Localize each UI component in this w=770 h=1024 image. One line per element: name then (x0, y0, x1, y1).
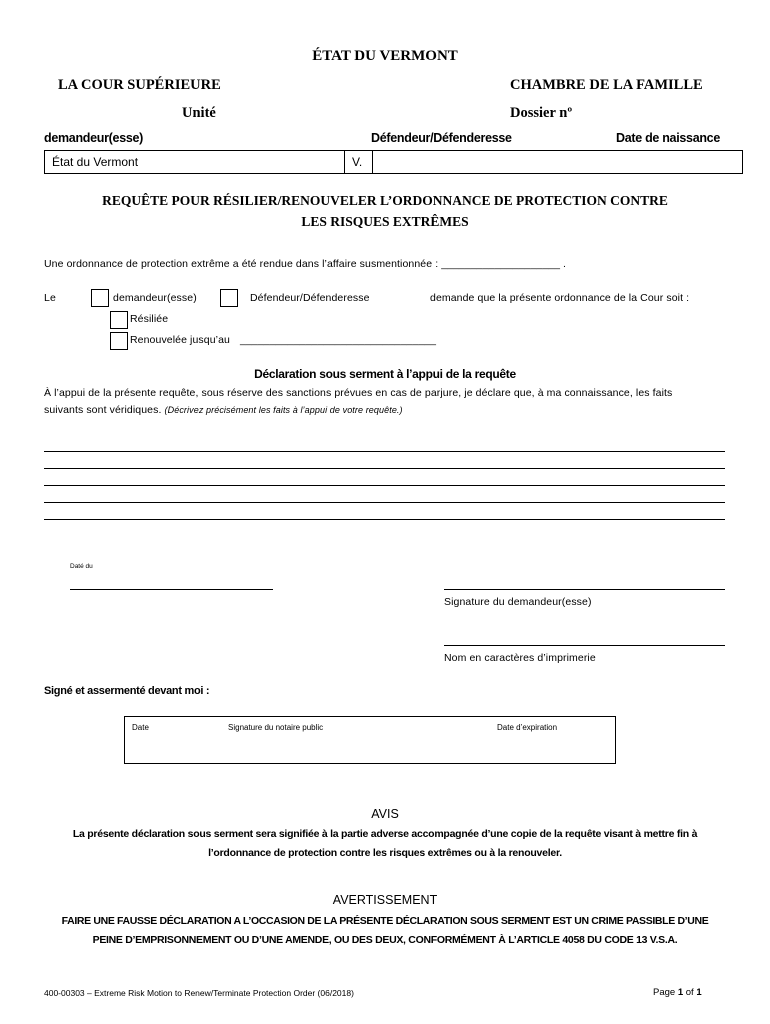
terminated-option-label: Résiliée (130, 313, 169, 325)
signature-label: Signature du demandeur(esse) (444, 596, 592, 608)
affidavit-statement-line2 (44, 404, 403, 416)
terminated-checkbox[interactable] (110, 311, 128, 329)
notary-date-label: Date (132, 723, 149, 732)
facts-line[interactable] (44, 485, 725, 486)
date-line[interactable] (70, 589, 273, 590)
notary-signature-label: Signature du notaire public (228, 723, 324, 732)
plaintiff-option-label: demandeur(esse) (113, 292, 197, 304)
docket-label: Dossier nº (510, 105, 573, 121)
renewed-checkbox[interactable] (110, 332, 128, 350)
notary-box[interactable] (124, 716, 616, 764)
court-name: LA COUR SUPÉRIEURE (58, 77, 221, 93)
signature-line[interactable] (444, 589, 725, 590)
plaintiff-checkbox[interactable] (91, 289, 109, 307)
printed-name-label: Nom en caractères d’imprimerie (444, 652, 596, 664)
form-id: 400-00303 – Extreme Risk Motion to Renew/Terminate Protection Order (06/2018) (44, 988, 354, 998)
request-text: demande que la présente ordonnance de la Cour soit : (430, 292, 690, 304)
plaintiff-label: demandeur(esse) (44, 131, 144, 145)
defendant-option-label: Défendeur/Défenderesse (250, 292, 370, 304)
page-number (653, 987, 702, 998)
renewed-date-blank[interactable]: _________________________________ (240, 334, 437, 346)
page-current: 1 (677, 987, 684, 998)
notary-expiration-label: Date d’expiration (497, 723, 558, 732)
caption-table (44, 150, 743, 174)
printed-name-line[interactable] (444, 645, 725, 646)
notice-line1: La présente déclaration sous serment sera signifiée à la partie adverse accompagnée d’une copie de la requête visant à mettre fin à (72, 828, 698, 840)
state-title: ÉTAT DU VERMONT (312, 48, 458, 64)
order-issued-text: Une ordonnance de protection extrême a été rendue dans l’affaire susmentionnée : ____________________ . (44, 258, 567, 270)
versus-label: V. (352, 155, 363, 169)
page-total: 1 (696, 987, 702, 998)
facts-line[interactable] (44, 519, 725, 520)
notice-title: AVIS (371, 807, 399, 821)
warning-title: AVERTISSEMENT (332, 893, 438, 907)
unit-label: Unité (182, 105, 216, 121)
facts-line[interactable] (44, 502, 725, 503)
requester-prefix: Le (44, 292, 56, 304)
affidavit-statement-text: suivants sont véridiques. (44, 404, 162, 416)
plaintiff-value: État du Vermont (52, 155, 139, 169)
facts-line[interactable] (44, 468, 725, 469)
affidavit-instruction: (Décrivez précisément les faits à l’appui de votre requête.) (164, 405, 403, 415)
dob-label: Date de naissance (616, 131, 720, 145)
warning-line2: PEINE D’EMPRISONNEMENT OU D’UNE AMENDE, OU DES DEUX, CONFORMÉMENT À L’ARTICLE 4058 DU CODE 13 V.S.A. (92, 934, 678, 946)
motion-title-line1: REQUÊTE POUR RÉSILIER/RENOUVELER L’ORDONNANCE DE PROTECTION CONTRE (102, 193, 668, 208)
dated-label: Daté du (70, 563, 93, 570)
affidavit-heading: Déclaration sous serment à l’appui de la requête (254, 367, 516, 381)
facts-line[interactable] (44, 451, 725, 452)
defendant-checkbox[interactable] (220, 289, 238, 307)
page-of: of (685, 987, 694, 998)
notice-line2: l’ordonnance de protection contre les risques extrêmes ou à la renouveler. (208, 847, 562, 859)
notary-heading: Signé et assermenté devant moi : (44, 685, 210, 697)
renewed-option-label: Renouvelée jusqu’au (130, 334, 230, 346)
division-name: CHAMBRE DE LA FAMILLE (510, 77, 703, 93)
affidavit-statement-line1: À l’appui de la présente requête, sous réserve des sanctions prévues en cas de parjure, je déclare que, à ma connaissance, les faits (44, 387, 673, 399)
defendant-label: Défendeur/Défenderesse (371, 131, 512, 145)
page-prefix: Page (653, 987, 676, 998)
warning-line1: FAIRE UNE FAUSSE DÉCLARATION A L’OCCASION DE LA PRÉSENTE DÉCLARATION SOUS SERMENT EST UN CRIME PASSIBLE D’UNE (61, 915, 709, 927)
defendant-field[interactable] (373, 151, 741, 173)
motion-title-line2: LES RISQUES EXTRÊMES (301, 214, 469, 229)
